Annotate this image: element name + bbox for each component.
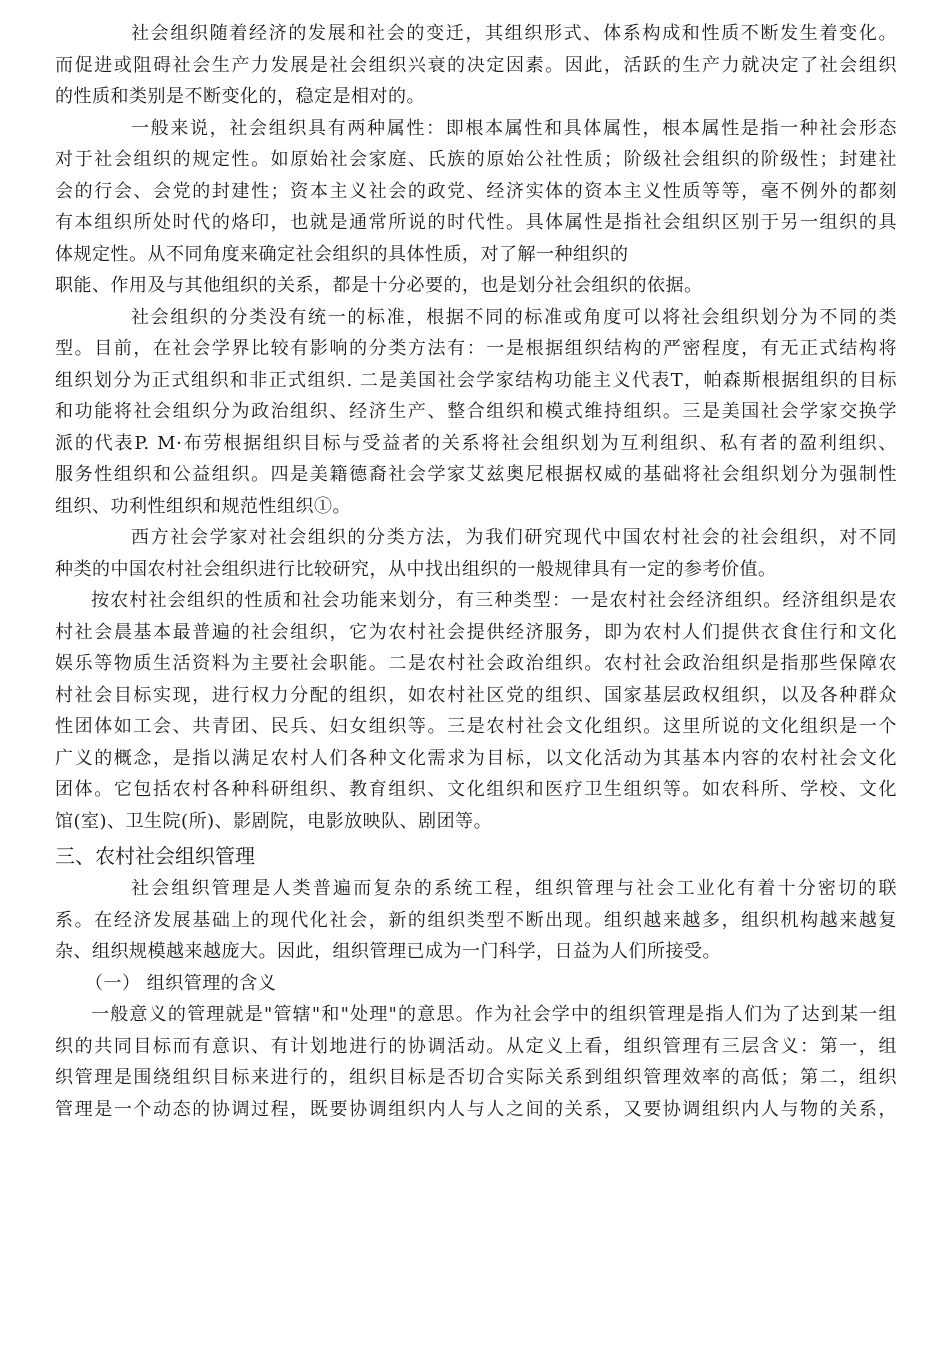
text-line: 织管理是围绕组织目标来进行的，组织目标是否切合实际关系到组织管理效率的高低；第二，组织 — [55, 1067, 897, 1088]
text-line: 职能、作用及与其他组织的关系，都是十分必要的，也是划分社会组织的依据。 — [55, 275, 703, 296]
text-line: 组织、功利性组织和规范性组织①。 — [55, 495, 351, 517]
text-line: 体规定性。从不同角度来确定社会组织的具体性质，对了解一种组织的 — [55, 243, 629, 265]
text-line: 社会组织管理是人类普遍而复杂的系统工程，组织管理与社会工业化有着十分密切的联 — [131, 878, 897, 899]
text-line: 对于社会组织的规定性。如原始社会家庭、氏族的原始公社性质；阶级社会组织的阶级性；封建社 — [55, 149, 897, 170]
text-line: 型。目前，在社会学界比较有影响的分类方法有：一是根据组织结构的严密程度，有无正式结构将 — [55, 338, 897, 359]
text-line: 一般意义的管理就是"管辖"和"处理"的意思。作为社会学中的组织管理是指人们为了达到某一组 — [91, 1004, 897, 1025]
text-line: 管理是一个动态的协调过程，既要协调组织内人与人之间的关系，又要协调组织内人与物的关系， — [55, 1098, 897, 1120]
text-line: 一般来说，社会组织具有两种属性：即根本属性和具体属性，根本属性是指一种社会形态 — [131, 117, 897, 139]
text-line: 村社会目标实现，进行权力分配的组织，如农村社区党的组织、国家基层政权组织，以及各种群众 — [55, 684, 897, 706]
text-line: 团体。它包括农村各种科研组织、教育组织、文化组织和医疗卫生组织等。如农科所、学校、文化 — [55, 779, 897, 800]
body-text-block-1 — [55, 18, 897, 837]
text-line: 种类的中国农村社会组织进行比较研究，从中找出组织的一般规律具有一定的参考价值。 — [55, 558, 777, 580]
text-line: 馆(室)、卫生院(所)、影剧院，电影放映队、剧团等。 — [55, 810, 493, 832]
text-line: 有本组织所处时代的烙印，也就是通常所说的时代性。具体属性是指社会组织区别于另一组织的具 — [55, 212, 897, 233]
text-line: 广义的概念，是指以满足农村人们各种文化需求为目标，以文化活动为其基本内容的农村社会文化 — [55, 747, 897, 769]
text-line: 杂、组织规模越来越庞大。因此，组织管理已成为一门科学，日益为人们所接受。 — [55, 941, 721, 962]
text-line: 社会组织的分类没有统一的标准，根据不同的标准或角度可以将社会组织划分为不同的类 — [131, 306, 897, 328]
document-page — [55, 18, 897, 1125]
text-line: 系。在经济发展基础上的现代化社会，新的组织类型不断出现。组织越来越多，组织机构越来越复 — [55, 909, 897, 931]
body-text-block-2 — [55, 873, 897, 968]
text-line: 组织划分为正式组织和非正式组织. 二是美国社会学家结构功能主义代表T，帕森斯根据组织的目标 — [55, 369, 897, 391]
text-line: 西方社会学家对社会组织的分类方法，为我们研究现代中国农村社会的社会组织，对不同 — [131, 527, 897, 548]
text-line: 会的行会、会党的封建性；资本主义社会的政党、经济实体的资本主义性质等等，毫不例外的都刻 — [55, 180, 897, 202]
text-line: 织的共同目标而有意识、有计划地进行的协调活动。从定义上看，组织管理有三层含义：第一，组 — [55, 1035, 897, 1057]
text-line: 派的代表P. M·布劳根据组织目标与受益者的关系将社会组织划为互利组织、私有者的盈利组织、 — [55, 432, 897, 454]
text-line: 而促进或阻碍社会生产力发展是社会组织兴衰的决定因素。因此，活跃的生产力就决定了社会组织 — [55, 54, 897, 76]
text-line: 服务性组织和公益组织。四是美籍德裔社会学家艾兹奥尼根据权威的基础将社会组织划分为强制性 — [55, 464, 897, 485]
subsection-heading: （一） 组织管理的含义 — [85, 972, 277, 994]
text-line: 按农村社会组织的性质和社会功能来划分，有三种类型：一是农村社会经济组织。经济组织是农 — [91, 590, 897, 611]
text-line: 的性质和类别是不断变化的，稳定是相对的。 — [55, 86, 425, 107]
text-line: 社会组织随着经济的发展和社会的变迁，其组织形式、体系构成和性质不断发生着变化。 — [131, 23, 897, 44]
text-line: 娱乐等物质生活资料为主要社会职能。二是农村社会政治组织。农村社会政治组织是指那些保障农 — [55, 653, 897, 674]
body-text-block-3 — [55, 999, 897, 1125]
text-line: 村社会晨基本最普遍的社会组织，它为农村社会提供经济服务，即为农村人们提供衣食住行和文化 — [55, 621, 897, 643]
text-line: 和功能将社会组织分为政治组织、经济生产、整合组织和模式维持组织。三是美国社会学家交换学 — [55, 401, 897, 422]
section-heading: 三、农村社会组织管理 — [55, 844, 255, 868]
text-line: 性团体如工会、共青团、民兵、妇女组织等。三是农村社会文化组织。这里所说的文化组织是一个 — [55, 716, 897, 737]
